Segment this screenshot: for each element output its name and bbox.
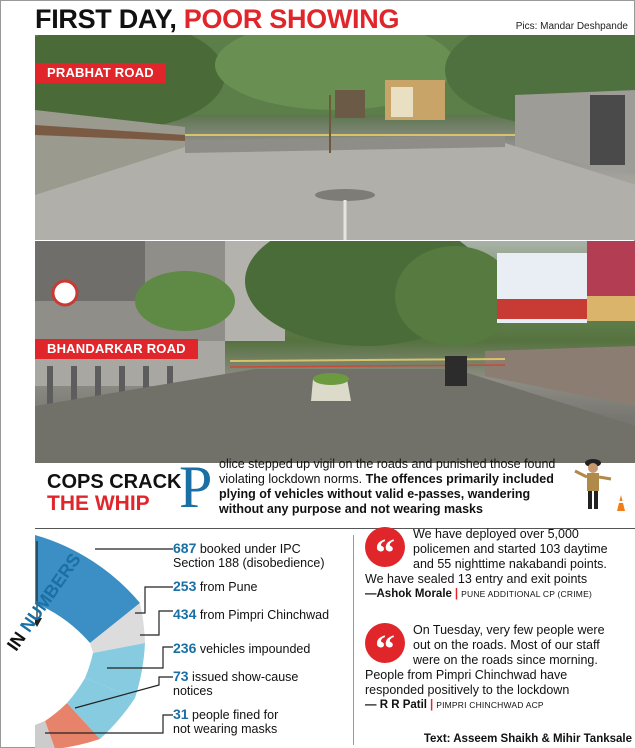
stat-value: 434 — [173, 606, 197, 622]
in-numbers-label-numbers: NUMBERS — [16, 549, 85, 636]
location-tag-prabhat: PRABHAT ROAD — [35, 63, 166, 83]
quote-byline — [365, 698, 633, 713]
stat-value: 31 — [173, 706, 189, 722]
quote-line: We have deployed over 5,000 — [413, 527, 579, 541]
stat-text: booked under IPC — [196, 542, 301, 556]
quote-line: and 55 nighttime nakabandi points. — [413, 557, 607, 571]
quote-author-role: PIMPRI CHINCHWAD ACP — [436, 700, 544, 710]
story-section — [3, 454, 635, 748]
intro-paragraph — [219, 457, 569, 517]
stat-item — [173, 579, 258, 594]
stat-text: from Pune — [196, 580, 258, 594]
byline-separator: | — [454, 588, 459, 600]
stat-item — [173, 541, 325, 570]
intro-plain-text: olice stepped up vigil on the roads and punished those found violating lockdown norms. — [219, 457, 556, 486]
quote-ashok-morale — [365, 527, 633, 602]
headline-part-black: FIRST DAY, — [35, 4, 177, 34]
text-credits: Text: Asseem Shaikh & Mihir Tanksale — [423, 733, 632, 745]
stat-value: 253 — [173, 578, 197, 594]
photo-bhandarkar-road — [35, 241, 635, 463]
byline-separator: | — [429, 699, 434, 711]
in-numbers-donut — [35, 463, 175, 748]
stat-item — [173, 607, 329, 622]
stat-text: people fined for — [188, 708, 279, 722]
stat-value: 687 — [173, 540, 197, 556]
stat-item — [173, 669, 298, 698]
quote-author: —Ashok Morale — [365, 588, 452, 600]
stat-text-line2: not wearing masks — [173, 722, 278, 736]
stat-item — [173, 707, 278, 736]
quote-author: — R R Patil — [365, 699, 427, 711]
stat-text: issued show-cause — [188, 670, 299, 684]
stat-text: from Pimpri Chinchwad — [196, 608, 330, 622]
quote-byline — [365, 587, 633, 602]
stat-text-line2: Section 188 (disobedience) — [173, 556, 325, 570]
traffic-cop-icon — [573, 455, 633, 515]
column-divider — [353, 535, 354, 745]
stat-item — [173, 641, 310, 656]
quote-text — [365, 623, 633, 698]
location-tag-bhandarkar: BHANDARKAR ROAD — [35, 339, 198, 359]
quote-line: policemen and started 103 daytime — [413, 542, 608, 556]
quote-line: People from Pimpri Chinchwad have — [365, 668, 568, 682]
quote-mark-icon: “ — [365, 527, 405, 567]
in-numbers-label-in: IN — [3, 628, 30, 655]
photo-prabhat-road — [35, 35, 635, 240]
photo-credit: Pics: Mandar Deshpande — [515, 21, 628, 32]
stat-text-line2: notices — [173, 684, 213, 698]
quote-line: out on the roads. Most of our staff — [413, 638, 600, 652]
intro-bold-text: The offences primarily included plying of vehicles without valid e-passes, wandering without any purpose and not wearing masks — [219, 472, 554, 516]
section-heading-line1: COPS CRACK — [47, 471, 182, 493]
quote-line: responded positively to the lockdown — [365, 683, 570, 697]
quote-line: We have sealed 13 entry and exit points — [365, 572, 588, 586]
stat-text: vehicles impounded — [196, 642, 311, 656]
dropcap-letter: P — [179, 454, 213, 520]
headline-part-red: POOR SHOWING — [183, 4, 400, 34]
quote-author-role: PUNE ADDITIONAL CP (CRIME) — [461, 589, 592, 599]
quote-line: were on the roads since morning. — [413, 653, 598, 667]
stat-value: 236 — [173, 640, 197, 656]
quote-text — [365, 527, 633, 587]
quote-rr-patil — [365, 623, 633, 713]
headline — [35, 3, 399, 35]
quote-mark-icon: “ — [365, 623, 405, 663]
section-heading-line2: THE WHIP — [47, 492, 150, 515]
stat-value: 73 — [173, 668, 189, 684]
quote-line: On Tuesday, very few people were — [413, 623, 605, 637]
